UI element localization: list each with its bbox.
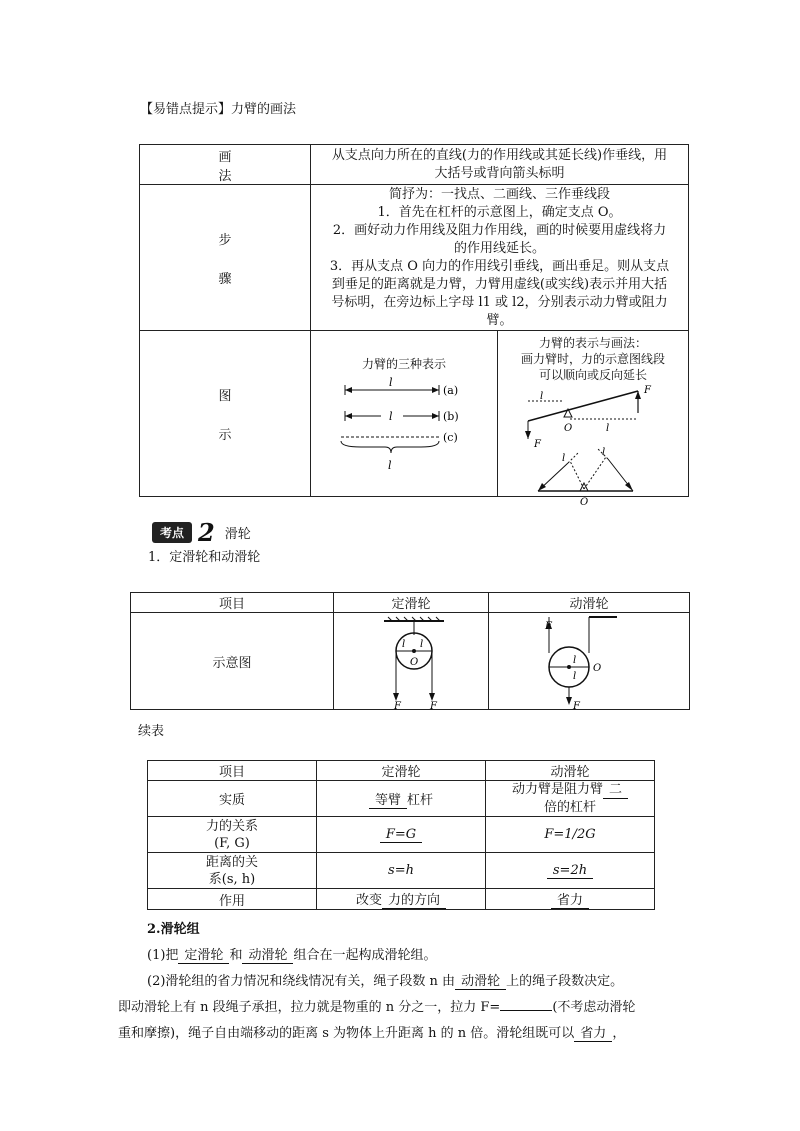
props-distance-movable: s=2h bbox=[486, 853, 655, 889]
pulley-header-movable: 动滑轮 bbox=[489, 593, 690, 613]
lever-arm-table bbox=[139, 144, 689, 508]
pulley-row-label: 示意图 bbox=[131, 613, 334, 710]
subsection-2: 2.滑轮组 bbox=[147, 922, 200, 937]
svg-text:l: l bbox=[562, 453, 566, 464]
svg-text:O: O bbox=[580, 497, 589, 508]
props-distance-label: 距离的关 系(s, h) bbox=[148, 853, 317, 889]
props-header-movable: 动滑轮 bbox=[486, 761, 655, 781]
svg-text:(b): (b) bbox=[443, 410, 459, 423]
method-note-1: 力臂的表示与画法： bbox=[538, 336, 647, 350]
props-header-fixed: 定滑轮 bbox=[317, 761, 486, 781]
method-note-2: 画力臂时，力的示意图线段 bbox=[520, 352, 665, 366]
svg-text:F: F bbox=[534, 439, 541, 450]
svg-text:l: l bbox=[540, 391, 544, 402]
pulley-table bbox=[130, 592, 690, 710]
lever-drawing-diagram bbox=[498, 381, 693, 508]
props-function-fixed: 改变 力的方向 bbox=[317, 889, 486, 910]
row-method-text: 从支点向力所在的直线(力的作用线或其延长线)作垂线，用 大括号或背向箭头标明 bbox=[311, 145, 689, 185]
svg-text:F: F bbox=[644, 385, 651, 396]
props-force-fixed: F=G bbox=[317, 817, 486, 853]
props-essence-label: 实质 bbox=[148, 781, 317, 817]
svg-text:(c): (c) bbox=[443, 431, 458, 444]
lever-arm-drawing-method bbox=[498, 331, 688, 508]
row-diagram-cell bbox=[311, 331, 689, 508]
three-forms-title: 力臂的三种表示 bbox=[361, 357, 446, 371]
paragraph-3: 即动滑轮上有 n 段绳子承担，拉力就是物重的 n 分之一，拉力 F= (不考虑动滑轮 bbox=[118, 1000, 636, 1015]
row-diagram-label: 图 示 bbox=[140, 331, 311, 497]
row-steps-text: 简抒为：一找点、二画线、三作垂线段 1．首先在杠杆的示意图上，确定支点 O。 2．画好动力作用线及阻力作用线，画的时候要用虚线将力 的作用线延长。 3．再从支点 O 向力的作用线引垂线，画出垂足。则从支点 到垂足的距离就是力臂，力臂用虚线(或实线)表示并用大括 号标明，在旁边标上字母 l1 或 l2，分别表示动力臂或阻力 臂。 bbox=[311, 185, 689, 331]
svg-text:l: l bbox=[573, 671, 577, 682]
props-essence-movable: 动力臂是阻力臂 二 倍的杠杆 bbox=[486, 781, 655, 817]
tip-bracket: 【易错点提示】 bbox=[140, 102, 232, 117]
method-note-3: 可以顺向或反向延长 bbox=[538, 368, 647, 382]
props-distance-fixed: s=h bbox=[317, 853, 486, 889]
svg-text:(a): (a) bbox=[443, 384, 459, 397]
svg-text:l: l bbox=[388, 459, 392, 472]
force-blank bbox=[500, 1010, 552, 1011]
section-number: 2 bbox=[198, 518, 215, 547]
svg-text:l: l bbox=[573, 655, 577, 666]
svg-text:O: O bbox=[593, 663, 602, 674]
props-force-movable: F=1/2G bbox=[486, 817, 655, 853]
lever-arm-three-forms bbox=[311, 331, 498, 496]
props-essence-fixed: 等臂 杠杆 bbox=[317, 781, 486, 817]
pulley-properties-table bbox=[147, 760, 655, 910]
section-heading bbox=[152, 518, 251, 547]
svg-text:l: l bbox=[606, 423, 610, 434]
continued-label: 续表 bbox=[138, 724, 165, 739]
paragraph-4: 重和摩擦)，绳子自由端移动的距离 s 为物体上升距离 h 的 n 倍。滑轮组既可以 省力 ， bbox=[118, 1022, 625, 1042]
props-force-label: 力的关系 (F, G) bbox=[148, 817, 317, 853]
pulley-header-fixed: 定滑轮 bbox=[334, 593, 489, 613]
props-function-movable: 省力 bbox=[486, 889, 655, 910]
svg-text:O: O bbox=[410, 657, 419, 668]
section-badge: 考点 bbox=[152, 522, 192, 543]
paragraph-2: (2)滑轮组的省力情况和绕线情况有关，绳子段数 n 由 动滑轮 上的绳子段数决定。 bbox=[147, 970, 623, 990]
pulley-header-item: 项目 bbox=[131, 593, 334, 613]
svg-text:F: F bbox=[430, 701, 437, 712]
svg-text:l: l bbox=[420, 639, 424, 650]
section-title: 滑轮 bbox=[224, 527, 251, 542]
svg-text:F: F bbox=[545, 621, 552, 632]
fixed-pulley-diagram bbox=[334, 613, 489, 710]
tip-title: 力臂的画法 bbox=[231, 102, 297, 117]
props-header-item: 项目 bbox=[148, 761, 317, 781]
subsection-1: 1．定滑轮和动滑轮 bbox=[148, 550, 261, 565]
svg-text:F: F bbox=[573, 701, 580, 712]
svg-text:l: l bbox=[389, 410, 393, 423]
three-forms-diagram bbox=[311, 371, 497, 481]
svg-text:F: F bbox=[394, 701, 401, 712]
movable-pulley-diagram bbox=[489, 613, 690, 710]
row-method-label: 画 法 bbox=[140, 145, 311, 185]
svg-text:O: O bbox=[564, 423, 573, 434]
row-steps-label: 步 骤 bbox=[140, 185, 311, 331]
props-function-label: 作用 bbox=[148, 889, 317, 910]
paragraph-1: (1)把 定滑轮 和 动滑轮 组合在一起构成滑轮组。 bbox=[147, 944, 436, 964]
svg-text:l: l bbox=[389, 376, 393, 389]
svg-text:l: l bbox=[602, 447, 606, 458]
svg-text:l: l bbox=[402, 639, 406, 650]
tip-heading bbox=[140, 98, 296, 117]
